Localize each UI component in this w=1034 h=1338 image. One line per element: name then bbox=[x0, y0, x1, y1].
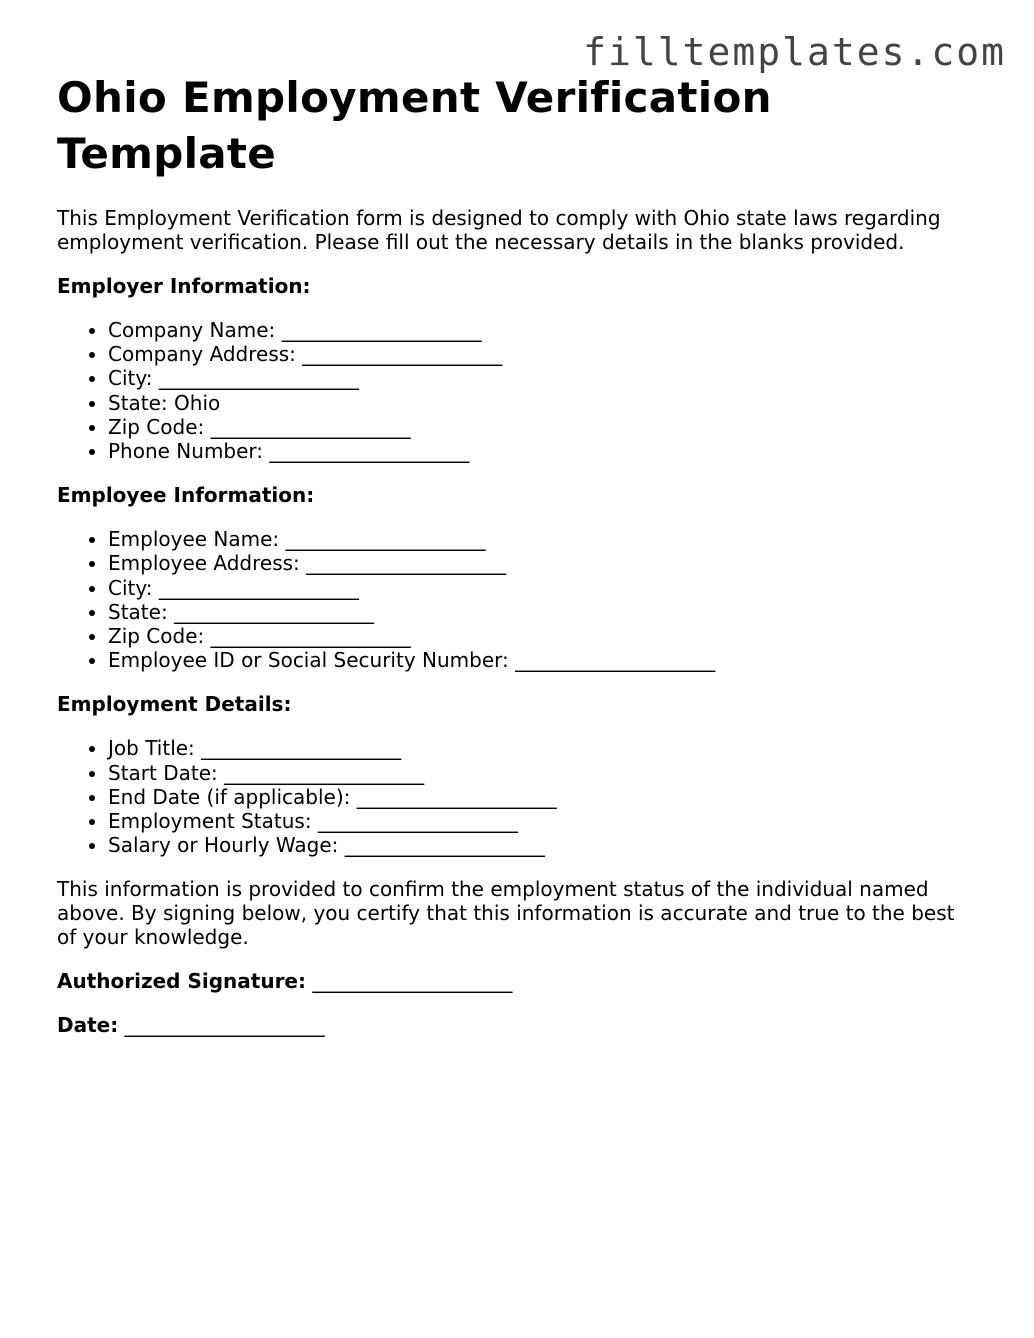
date-line bbox=[57, 1013, 977, 1037]
list-item-employer-state: • State: Ohio bbox=[108, 391, 977, 415]
list-item-company-address: • Company Address: ____________________ bbox=[108, 342, 977, 366]
employer-list bbox=[57, 318, 977, 463]
closing-paragraph: This information is provided to confirm the employment status of the individual named above. By signing below, you certify that this information is accurate and true to the best of your knowledge. bbox=[57, 877, 955, 950]
signature-blank: ____________________ bbox=[312, 969, 513, 994]
list-item-employee-name: • Employee Name: ____________________ bbox=[108, 527, 977, 551]
list-item-start-date: • Start Date: ____________________ bbox=[108, 761, 977, 785]
date-blank: ____________________ bbox=[124, 1013, 325, 1038]
date-label: Date: bbox=[57, 1013, 119, 1038]
list-item-employee-id: • Employee ID or Social Security Number: ____________________ bbox=[108, 648, 977, 672]
employee-heading: Employee Information: bbox=[57, 483, 315, 508]
list-item-company-name: • Company Name: ____________________ bbox=[108, 318, 977, 342]
document-page bbox=[57, 70, 977, 1037]
signature-label: Authorized Signature: bbox=[57, 969, 306, 994]
signature-line bbox=[57, 969, 977, 993]
list-item-employer-city: • City: ____________________ bbox=[108, 366, 977, 390]
list-item-employee-city: • City: ____________________ bbox=[108, 576, 977, 600]
list-item-end-date: • End Date (if applicable): ____________________ bbox=[108, 785, 977, 809]
employee-list bbox=[57, 527, 977, 672]
intro-paragraph: This Employment Verification form is designed to comply with Ohio state laws regarding employment verification. Please fill out the necessary details in the blanks provided. bbox=[57, 206, 941, 254]
list-item-employee-state: • State: ____________________ bbox=[108, 600, 977, 624]
list-item-phone-number: • Phone Number: ____________________ bbox=[108, 439, 977, 463]
watermark: filltemplates.com bbox=[583, 30, 1006, 74]
list-item-salary: • Salary or Hourly Wage: ____________________ bbox=[108, 833, 977, 857]
employment-heading: Employment Details: bbox=[57, 692, 292, 717]
list-item-job-title: • Job Title: ____________________ bbox=[108, 736, 977, 760]
employer-heading: Employer Information: bbox=[57, 274, 311, 298]
list-item-employee-address: • Employee Address: ____________________ bbox=[108, 551, 977, 575]
list-item-employer-zip: • Zip Code: ____________________ bbox=[108, 415, 977, 439]
page-title: Ohio Employment Verification Template bbox=[57, 73, 772, 178]
list-item-employment-status: • Employment Status: ____________________ bbox=[108, 809, 977, 833]
list-item-employee-zip: • Zip Code: ____________________ bbox=[108, 624, 977, 648]
employment-list bbox=[57, 736, 977, 857]
